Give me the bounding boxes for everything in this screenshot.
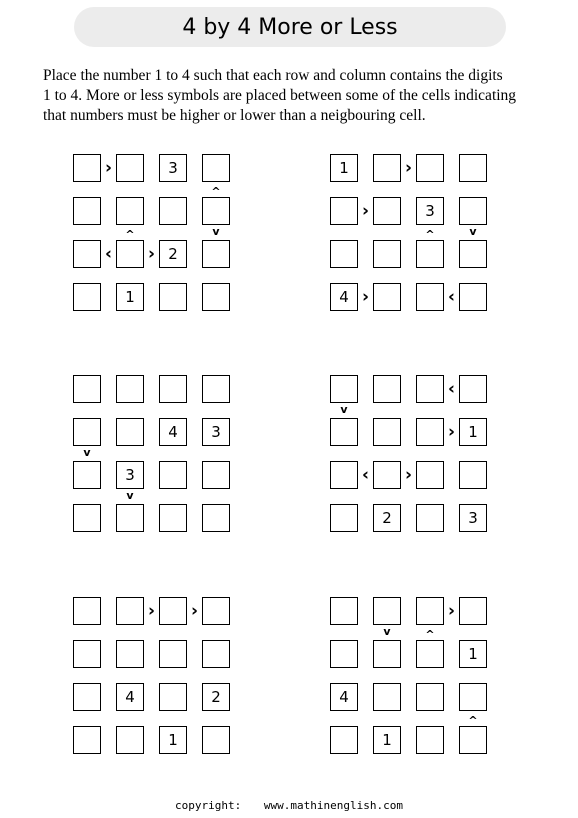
puzzle-grid bbox=[73, 375, 233, 535]
up-symbol: ^ bbox=[468, 714, 478, 727]
empty-cell[interactable] bbox=[459, 154, 487, 182]
empty-cell[interactable] bbox=[330, 418, 358, 446]
empty-cell[interactable] bbox=[330, 197, 358, 225]
greater-than-symbol: › bbox=[447, 422, 455, 442]
given-cell: 1 bbox=[459, 640, 487, 668]
empty-cell[interactable] bbox=[373, 240, 401, 268]
empty-cell[interactable] bbox=[416, 726, 444, 754]
empty-cell[interactable] bbox=[73, 640, 101, 668]
greater-than-symbol: › bbox=[361, 201, 369, 221]
empty-cell[interactable] bbox=[416, 418, 444, 446]
empty-cell[interactable] bbox=[159, 375, 187, 403]
empty-cell[interactable] bbox=[116, 418, 144, 446]
empty-cell[interactable] bbox=[373, 640, 401, 668]
empty-cell[interactable] bbox=[459, 197, 487, 225]
down-symbol: v bbox=[383, 625, 391, 638]
empty-cell[interactable] bbox=[73, 375, 101, 403]
empty-cell[interactable] bbox=[373, 418, 401, 446]
empty-cell[interactable] bbox=[73, 283, 101, 311]
puzzle-grid bbox=[330, 154, 490, 314]
down-symbol: v bbox=[212, 225, 220, 238]
instructions-line-1: Place the number 1 to 4 such that each row and column contains the digits bbox=[43, 67, 503, 84]
greater-than-symbol: › bbox=[404, 465, 412, 485]
empty-cell[interactable] bbox=[416, 240, 444, 268]
given-cell: 2 bbox=[159, 240, 187, 268]
empty-cell[interactable] bbox=[416, 640, 444, 668]
given-cell: 1 bbox=[373, 726, 401, 754]
footer bbox=[0, 799, 578, 812]
up-symbol: ^ bbox=[211, 185, 221, 198]
empty-cell[interactable] bbox=[202, 461, 230, 489]
empty-cell[interactable] bbox=[330, 640, 358, 668]
empty-cell[interactable] bbox=[330, 240, 358, 268]
empty-cell[interactable] bbox=[330, 726, 358, 754]
copyright-label: copyright: bbox=[175, 799, 242, 812]
empty-cell[interactable] bbox=[73, 597, 101, 625]
given-cell: 4 bbox=[116, 683, 144, 711]
given-cell: 4 bbox=[330, 283, 358, 311]
given-cell: 3 bbox=[202, 418, 230, 446]
empty-cell[interactable] bbox=[416, 154, 444, 182]
empty-cell[interactable] bbox=[373, 154, 401, 182]
empty-cell[interactable] bbox=[459, 726, 487, 754]
puzzle-grid bbox=[330, 375, 490, 535]
empty-cell[interactable] bbox=[459, 283, 487, 311]
given-cell: 1 bbox=[330, 154, 358, 182]
given-cell: 4 bbox=[330, 683, 358, 711]
empty-cell[interactable] bbox=[116, 375, 144, 403]
given-cell: 1 bbox=[459, 418, 487, 446]
empty-cell[interactable] bbox=[202, 504, 230, 532]
empty-cell[interactable] bbox=[116, 597, 144, 625]
down-symbol: v bbox=[126, 489, 134, 502]
empty-cell[interactable] bbox=[73, 683, 101, 711]
empty-cell[interactable] bbox=[202, 197, 230, 225]
down-symbol: v bbox=[83, 446, 91, 459]
empty-cell[interactable] bbox=[373, 461, 401, 489]
empty-cell[interactable] bbox=[373, 683, 401, 711]
empty-cell[interactable] bbox=[416, 461, 444, 489]
empty-cell[interactable] bbox=[416, 283, 444, 311]
empty-cell[interactable] bbox=[459, 240, 487, 268]
empty-cell[interactable] bbox=[116, 240, 144, 268]
empty-cell[interactable] bbox=[116, 154, 144, 182]
empty-cell[interactable] bbox=[159, 640, 187, 668]
greater-than-symbol: › bbox=[190, 601, 198, 621]
puzzle-grid bbox=[73, 597, 233, 757]
empty-cell[interactable] bbox=[373, 197, 401, 225]
empty-cell[interactable] bbox=[159, 461, 187, 489]
given-cell: 4 bbox=[159, 418, 187, 446]
empty-cell[interactable] bbox=[202, 283, 230, 311]
given-cell: 1 bbox=[116, 283, 144, 311]
empty-cell[interactable] bbox=[159, 283, 187, 311]
instructions-line-2: 1 to 4. More or less symbols are placed between some of the cells indicating bbox=[43, 87, 517, 104]
given-cell: 2 bbox=[202, 683, 230, 711]
empty-cell[interactable] bbox=[159, 597, 187, 625]
given-cell: 3 bbox=[159, 154, 187, 182]
puzzle-grid bbox=[330, 597, 490, 757]
less-than-symbol: ‹ bbox=[361, 465, 369, 485]
greater-than-symbol: › bbox=[147, 601, 155, 621]
instructions-line-3: that numbers must be higher or lower than a neigbouring cell. bbox=[43, 107, 426, 124]
empty-cell[interactable] bbox=[202, 726, 230, 754]
empty-cell[interactable] bbox=[202, 154, 230, 182]
empty-cell[interactable] bbox=[73, 461, 101, 489]
empty-cell[interactable] bbox=[416, 375, 444, 403]
empty-cell[interactable] bbox=[373, 375, 401, 403]
empty-cell[interactable] bbox=[202, 375, 230, 403]
empty-cell[interactable] bbox=[330, 461, 358, 489]
empty-cell[interactable] bbox=[159, 197, 187, 225]
greater-than-symbol: › bbox=[104, 158, 112, 178]
empty-cell[interactable] bbox=[159, 504, 187, 532]
empty-cell[interactable] bbox=[416, 683, 444, 711]
empty-cell[interactable] bbox=[73, 197, 101, 225]
down-symbol: v bbox=[469, 225, 477, 238]
given-cell: 3 bbox=[116, 461, 144, 489]
empty-cell[interactable] bbox=[373, 597, 401, 625]
empty-cell[interactable] bbox=[116, 726, 144, 754]
given-cell: 2 bbox=[373, 504, 401, 532]
empty-cell[interactable] bbox=[459, 461, 487, 489]
empty-cell[interactable] bbox=[416, 504, 444, 532]
given-cell: 3 bbox=[416, 197, 444, 225]
up-symbol: ^ bbox=[425, 628, 435, 641]
empty-cell[interactable] bbox=[459, 597, 487, 625]
empty-cell[interactable] bbox=[373, 283, 401, 311]
puzzle-grid bbox=[73, 154, 233, 314]
up-symbol: ^ bbox=[425, 228, 435, 241]
empty-cell[interactable] bbox=[459, 683, 487, 711]
empty-cell[interactable] bbox=[330, 375, 358, 403]
up-symbol: ^ bbox=[125, 228, 135, 241]
empty-cell[interactable] bbox=[202, 640, 230, 668]
empty-cell[interactable] bbox=[73, 504, 101, 532]
given-cell: 3 bbox=[459, 504, 487, 532]
empty-cell[interactable] bbox=[116, 197, 144, 225]
page-title: 4 by 4 More or Less bbox=[182, 14, 398, 40]
empty-cell[interactable] bbox=[73, 726, 101, 754]
empty-cell[interactable] bbox=[73, 154, 101, 182]
empty-cell[interactable] bbox=[73, 418, 101, 446]
empty-cell[interactable] bbox=[330, 504, 358, 532]
greater-than-symbol: › bbox=[361, 287, 369, 307]
empty-cell[interactable] bbox=[116, 640, 144, 668]
instructions bbox=[43, 66, 543, 126]
title-bar bbox=[74, 7, 506, 47]
given-cell: 1 bbox=[159, 726, 187, 754]
copyright-site: www.mathinenglish.com bbox=[263, 799, 403, 812]
empty-cell[interactable] bbox=[459, 375, 487, 403]
less-than-symbol: ‹ bbox=[104, 244, 112, 264]
greater-than-symbol: › bbox=[404, 158, 412, 178]
empty-cell[interactable] bbox=[73, 240, 101, 268]
empty-cell[interactable] bbox=[159, 683, 187, 711]
greater-than-symbol: › bbox=[447, 601, 455, 621]
less-than-symbol: ‹ bbox=[447, 287, 455, 307]
less-than-symbol: ‹ bbox=[447, 379, 455, 399]
greater-than-symbol: › bbox=[147, 244, 155, 264]
empty-cell[interactable] bbox=[202, 240, 230, 268]
empty-cell[interactable] bbox=[416, 597, 444, 625]
empty-cell[interactable] bbox=[202, 597, 230, 625]
empty-cell[interactable] bbox=[116, 504, 144, 532]
down-symbol: v bbox=[340, 403, 348, 416]
empty-cell[interactable] bbox=[330, 597, 358, 625]
